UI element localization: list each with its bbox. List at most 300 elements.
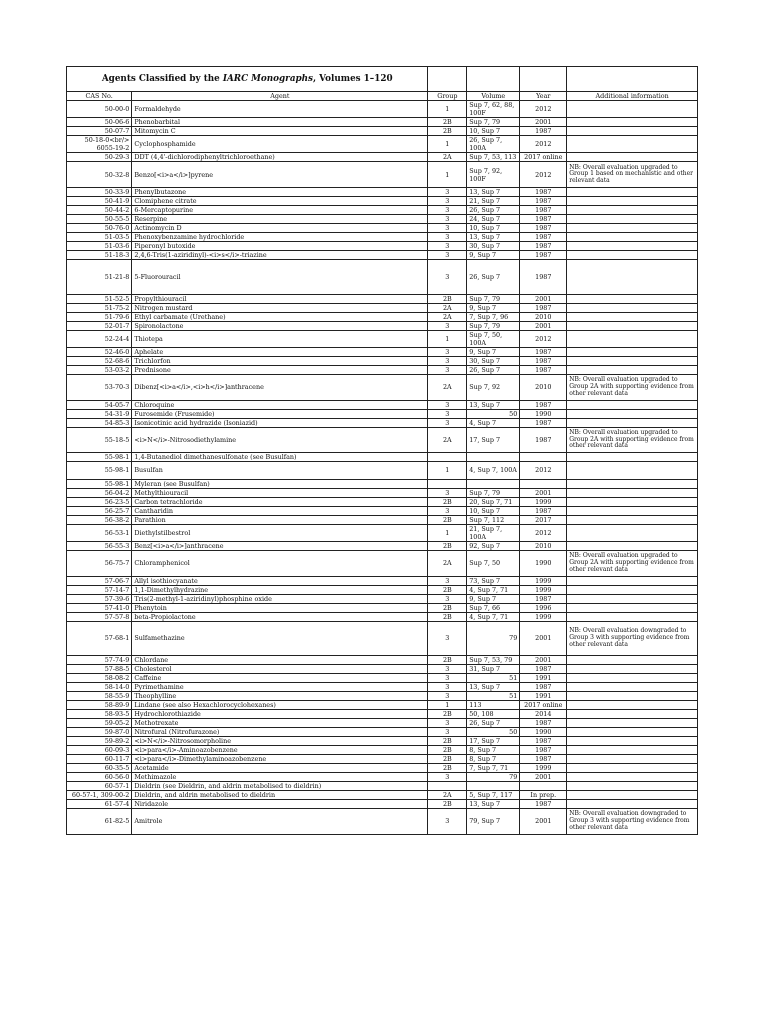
cell-volume: 79, Sup 7 [467, 808, 520, 834]
cell-cas: 59-89-2 [67, 736, 132, 745]
table-row [67, 356, 698, 365]
title-prefix: Agents Classified by the [101, 74, 223, 84]
table-row [67, 585, 698, 594]
cell-info: NB: Overall evaluation upgraded to Group 2A with supporting evidence from other relevant data [567, 427, 698, 453]
header-year: Year [520, 92, 567, 101]
cell-volume: 10, Sup 7 [467, 506, 520, 515]
cell-cas: 53-03-2 [67, 365, 132, 374]
cell-agent: Clomiphene citrate [132, 197, 428, 206]
cell-volume: 26, Sup 7, 100A [467, 136, 520, 153]
cell-agent: Methylthiouracil [132, 488, 428, 497]
cell-agent: beta-Propiolactone [132, 612, 428, 621]
cell-group: 2B [428, 515, 467, 524]
cell-agent: Furosemide (Frusemide) [132, 409, 428, 418]
cell-info [567, 418, 698, 427]
table-row [67, 321, 698, 330]
table-row [67, 224, 698, 233]
cell-year: 1987 [520, 303, 567, 312]
cell-year: 2012 [520, 330, 567, 347]
cell-year: 2001 [520, 321, 567, 330]
cell-agent: Reserpine [132, 215, 428, 224]
cell-volume: 13, Sup 7 [467, 233, 520, 242]
table-row [67, 673, 698, 682]
cell-group: 3 [428, 356, 467, 365]
cell-info [567, 488, 698, 497]
cell-group: 3 [428, 621, 467, 655]
table-row [67, 736, 698, 745]
cell-volume: 10, Sup 7 [467, 224, 520, 233]
cell-year: 1999 [520, 497, 567, 506]
cell-year: 1999 [520, 585, 567, 594]
table-row [67, 808, 698, 834]
cell-group: 3 [428, 233, 467, 242]
cell-agent: Benzo[<i>a</i>]pyrene [132, 162, 428, 188]
cell-info [567, 727, 698, 736]
cell-cas: 56-75-7 [67, 550, 132, 576]
cell-volume: Sup 7, 62, 88, 100F [467, 101, 520, 118]
cell-agent: Methotrexate [132, 718, 428, 727]
cell-cas: 54-31-9 [67, 409, 132, 418]
cell-volume: 50, 108 [467, 709, 520, 718]
cell-volume: Sup 7, 79 [467, 294, 520, 303]
cell-year: 1987 [520, 664, 567, 673]
cell-year: 2014 [520, 709, 567, 718]
table-row [67, 118, 698, 127]
table-row [67, 136, 698, 153]
cell-volume [467, 453, 520, 462]
cell-info [567, 541, 698, 550]
table-row [67, 251, 698, 260]
cell-cas: 61-82-5 [67, 808, 132, 834]
table-row [67, 612, 698, 621]
cell-info [567, 233, 698, 242]
cell-info: NB: Overall evaluation upgraded to Group 2A with supporting evidence from other relevant data [567, 374, 698, 400]
cell-agent: Cantharidin [132, 506, 428, 515]
cell-group: 2A [428, 374, 467, 400]
cell-agent: Actinomycin D [132, 224, 428, 233]
cell-info [567, 603, 698, 612]
table-row [67, 242, 698, 251]
cell-cas: 50-41-9 [67, 197, 132, 206]
cell-agent: Acetamide [132, 763, 428, 772]
cell-info: NB: Overall evaluation downgraded to Group 3 with supporting evidence from other relevant data [567, 621, 698, 655]
cell-info [567, 736, 698, 745]
cell-group: 3 [428, 576, 467, 585]
cell-info [567, 242, 698, 251]
cell-agent: <i>para</i>-Dimethylaminoazobenzene [132, 754, 428, 763]
cell-cas: 56-53-1 [67, 524, 132, 541]
cell-info [567, 718, 698, 727]
cell-info [567, 356, 698, 365]
title-row [67, 67, 698, 92]
table-row [67, 727, 698, 736]
cell-volume: 13, Sup 7 [467, 682, 520, 691]
table-row [67, 621, 698, 655]
cell-year: 1987 [520, 260, 567, 294]
cell-info [567, 188, 698, 197]
cell-volume: 92, Sup 7 [467, 541, 520, 550]
cell-year: 2017 online [520, 153, 567, 162]
cell-agent: 1,1-Dimethylhydrazine [132, 585, 428, 594]
cell-group: 3 [428, 260, 467, 294]
cell-info [567, 462, 698, 479]
cell-group: 2B [428, 799, 467, 808]
cell-volume: 4, Sup 7, 71 [467, 612, 520, 621]
cell-agent: Amitrole [132, 808, 428, 834]
table-row [67, 594, 698, 603]
cell-year: 2010 [520, 374, 567, 400]
cell-volume: 21, Sup 7 [467, 197, 520, 206]
cell-group: 3 [428, 365, 467, 374]
cell-cas: 57-06-7 [67, 576, 132, 585]
table-row [67, 347, 698, 356]
title-empty-cell [428, 67, 467, 92]
cell-volume: 8, Sup 7 [467, 745, 520, 754]
cell-agent: Thiotepa [132, 330, 428, 347]
cell-volume: 17, Sup 7 [467, 736, 520, 745]
table-row [67, 312, 698, 321]
cell-volume: 31, Sup 7 [467, 664, 520, 673]
cell-year: 2001 [520, 655, 567, 664]
cell-year: 1991 [520, 673, 567, 682]
cell-info [567, 664, 698, 673]
cell-agent: Myleran (see Busulfan) [132, 479, 428, 488]
cell-agent: Busulfan [132, 462, 428, 479]
cell-info [567, 312, 698, 321]
table-row [67, 718, 698, 727]
table-row [67, 682, 698, 691]
cell-cas: 50-06-6 [67, 118, 132, 127]
cell-volume: 50 [467, 409, 520, 418]
table-row [67, 700, 698, 709]
table-row [67, 664, 698, 673]
cell-volume: 73, Sup 7 [467, 576, 520, 585]
cell-volume: 9, Sup 7 [467, 303, 520, 312]
cell-volume: 17, Sup 7 [467, 427, 520, 453]
cell-cas: 50-29-3 [67, 153, 132, 162]
cell-group: 2A [428, 427, 467, 453]
table-row [67, 763, 698, 772]
cell-year: 1987 [520, 427, 567, 453]
cell-volume: 7, Sup 7, 96 [467, 312, 520, 321]
cell-info [567, 365, 698, 374]
cell-year: 2012 [520, 101, 567, 118]
table-row [67, 479, 698, 488]
table-row [67, 400, 698, 409]
cell-group: 1 [428, 101, 467, 118]
cell-year: 2012 [520, 136, 567, 153]
cell-cas: 57-68-1 [67, 621, 132, 655]
cell-year: 1987 [520, 224, 567, 233]
cell-group: 1 [428, 524, 467, 541]
cell-volume: Sup 7, 79 [467, 321, 520, 330]
cell-cas: 54-05-7 [67, 400, 132, 409]
agents-table [66, 66, 698, 835]
cell-group: 3 [428, 664, 467, 673]
cell-agent: Phenobarbital [132, 118, 428, 127]
cell-volume [467, 781, 520, 790]
cell-year: 1987 [520, 736, 567, 745]
cell-agent: 6-Mercaptopurine [132, 206, 428, 215]
cell-year: 1987 [520, 242, 567, 251]
cell-info [567, 691, 698, 700]
cell-info [567, 409, 698, 418]
cell-agent: Chloroquine [132, 400, 428, 409]
cell-cas: 55-98-1 [67, 462, 132, 479]
cell-year: 1987 [520, 682, 567, 691]
cell-year [520, 453, 567, 462]
cell-cas: 53-70-3 [67, 374, 132, 400]
cell-year: 2012 [520, 162, 567, 188]
table-row [67, 576, 698, 585]
cell-agent: Pyrimethamine [132, 682, 428, 691]
cell-group: 3 [428, 506, 467, 515]
cell-cas: 52-01-7 [67, 321, 132, 330]
cell-agent: <i>para</i>-Aminoazobenzene [132, 745, 428, 754]
table-row [67, 781, 698, 790]
cell-cas: 56-25-7 [67, 506, 132, 515]
cell-info: NB: Overall evaluation downgraded to Group 3 with supporting evidence from other relevant data [567, 808, 698, 834]
cell-cas: 50-07-7 [67, 127, 132, 136]
cell-cas: 51-03-6 [67, 242, 132, 251]
cell-group: 2A [428, 312, 467, 321]
table-row [67, 188, 698, 197]
cell-cas: 60-57-1 [67, 781, 132, 790]
cell-group: 1 [428, 462, 467, 479]
cell-year: 1987 [520, 718, 567, 727]
cell-agent: Chloramphenicol [132, 550, 428, 576]
cell-agent: Trichlorfon [132, 356, 428, 365]
cell-group: 2B [428, 745, 467, 754]
cell-group: 3 [428, 224, 467, 233]
cell-cas: 58-14-0 [67, 682, 132, 691]
cell-group: 2A [428, 550, 467, 576]
cell-cas: 55-18-5 [67, 427, 132, 453]
cell-agent: Benz[<i>a</i>]anthracene [132, 541, 428, 550]
cell-volume: 13, Sup 7 [467, 188, 520, 197]
cell-cas: 58-08-2 [67, 673, 132, 682]
cell-info [567, 294, 698, 303]
table-row [67, 127, 698, 136]
cell-volume: Sup 7, 92, 100F [467, 162, 520, 188]
cell-agent: Sulfamethazine [132, 621, 428, 655]
header-row [67, 92, 698, 101]
cell-info [567, 682, 698, 691]
cell-agent: Nitrofural (Nitrofurazone) [132, 727, 428, 736]
cell-cas: 57-88-5 [67, 664, 132, 673]
cell-info [567, 118, 698, 127]
cell-info [567, 453, 698, 462]
cell-year: 1987 [520, 745, 567, 754]
cell-agent: Phenylbutazone [132, 188, 428, 197]
cell-cas: 57-14-7 [67, 585, 132, 594]
cell-agent: 5-Fluorouracil [132, 260, 428, 294]
cell-year: 2001 [520, 294, 567, 303]
table-row [67, 162, 698, 188]
cell-volume: 4, Sup 7 [467, 418, 520, 427]
cell-volume: 26, Sup 7 [467, 365, 520, 374]
cell-cas: 51-52-5 [67, 294, 132, 303]
cell-agent: Phenoxybenzamine hydrochloride [132, 233, 428, 242]
cell-cas: 60-35-5 [67, 763, 132, 772]
cell-agent: Prednisone [132, 365, 428, 374]
cell-cas: 54-85-3 [67, 418, 132, 427]
cell-group: 3 [428, 409, 467, 418]
cell-cas: 60-57-1, 309-00-2 [67, 790, 132, 799]
cell-group: 3 [428, 321, 467, 330]
cell-volume: 9, Sup 7 [467, 347, 520, 356]
cell-group: 3 [428, 691, 467, 700]
table-row [67, 453, 698, 462]
cell-cas: 55-98-1 [67, 479, 132, 488]
cell-info [567, 206, 698, 215]
header-volume: Volume [467, 92, 520, 101]
table-row [67, 772, 698, 781]
cell-year: 1987 [520, 233, 567, 242]
cell-info [567, 127, 698, 136]
cell-info: NB: Overall evaluation upgraded to Group 2A with supporting evidence from other relevant data [567, 550, 698, 576]
cell-cas: 59-87-0 [67, 727, 132, 736]
cell-agent: Mitomycin C [132, 127, 428, 136]
table-row [67, 303, 698, 312]
header-cas: CAS No. [67, 92, 132, 101]
cell-group: 3 [428, 718, 467, 727]
cell-info [567, 153, 698, 162]
header-info: Additional information [567, 92, 698, 101]
cell-volume: 79 [467, 772, 520, 781]
header-agent: Agent [132, 92, 428, 101]
cell-group: 3 [428, 206, 467, 215]
cell-cas: 52-24-4 [67, 330, 132, 347]
cell-group: 1 [428, 162, 467, 188]
cell-agent: Methimazole [132, 772, 428, 781]
cell-volume: 9, Sup 7 [467, 594, 520, 603]
table-title [67, 67, 428, 92]
cell-info [567, 772, 698, 781]
cell-agent: Aphelate [132, 347, 428, 356]
cell-year: 1987 [520, 365, 567, 374]
cell-group: 2B [428, 603, 467, 612]
cell-year: 2017 online [520, 700, 567, 709]
cell-info [567, 754, 698, 763]
cell-year: 1987 [520, 754, 567, 763]
cell-group: 2B [428, 736, 467, 745]
cell-volume: Sup 7, 66 [467, 603, 520, 612]
cell-cas: 58-93-5 [67, 709, 132, 718]
cell-group: 3 [428, 251, 467, 260]
header-group: Group [428, 92, 467, 101]
cell-volume: 79 [467, 621, 520, 655]
table-row [67, 418, 698, 427]
cell-cas: 59-05-2 [67, 718, 132, 727]
cell-agent: <i>N</i>-Nitrosomorpholine [132, 736, 428, 745]
cell-volume [467, 479, 520, 488]
cell-volume: Sup 7, 79 [467, 118, 520, 127]
table-row [67, 462, 698, 479]
cell-volume: 9, Sup 7 [467, 251, 520, 260]
cell-agent: Allyl isothiocyanate [132, 576, 428, 585]
cell-info [567, 709, 698, 718]
cell-info [567, 673, 698, 682]
table-row [67, 709, 698, 718]
cell-agent: Cyclophosphamide [132, 136, 428, 153]
cell-year: 2001 [520, 808, 567, 834]
cell-cas: 56-23-5 [67, 497, 132, 506]
cell-year: 1987 [520, 506, 567, 515]
table-row [67, 515, 698, 524]
cell-volume: 113 [467, 700, 520, 709]
cell-agent: Theophylline [132, 691, 428, 700]
cell-info [567, 576, 698, 585]
cell-cas: 60-56-0 [67, 772, 132, 781]
cell-year: In prep. [520, 790, 567, 799]
cell-volume: 51 [467, 673, 520, 682]
table-row [67, 799, 698, 808]
cell-group: 3 [428, 673, 467, 682]
table-row [67, 754, 698, 763]
cell-group: 1 [428, 330, 467, 347]
table-row [67, 497, 698, 506]
cell-year: 1987 [520, 594, 567, 603]
cell-agent: Spironolactone [132, 321, 428, 330]
table-row [67, 374, 698, 400]
cell-year: 1987 [520, 799, 567, 808]
cell-year: 1999 [520, 576, 567, 585]
table-row [67, 330, 698, 347]
table-row [67, 409, 698, 418]
cell-cas: 50-33-9 [67, 188, 132, 197]
table-row [67, 691, 698, 700]
cell-volume: 4, Sup 7, 100A [467, 462, 520, 479]
cell-volume: 30, Sup 7 [467, 356, 520, 365]
cell-group: 1 [428, 136, 467, 153]
cell-info [567, 585, 698, 594]
cell-volume: 50 [467, 727, 520, 736]
cell-agent: DDT (4,4'-dichlorodiphenyltrichloroethane) [132, 153, 428, 162]
cell-agent: Formaldehyde [132, 101, 428, 118]
cell-volume: 51 [467, 691, 520, 700]
cell-info [567, 524, 698, 541]
cell-cas: 52-68-6 [67, 356, 132, 365]
cell-year: 1990 [520, 409, 567, 418]
cell-year [520, 781, 567, 790]
cell-group: 2B [428, 294, 467, 303]
cell-cas: 50-32-8 [67, 162, 132, 188]
table-row [67, 197, 698, 206]
table-row [67, 427, 698, 453]
cell-info [567, 763, 698, 772]
cell-volume: 20, Sup 7, 71 [467, 497, 520, 506]
cell-cas: 50-18-0<br/> 6055-19-2 [67, 136, 132, 153]
table-row [67, 541, 698, 550]
cell-year [520, 479, 567, 488]
cell-group: 3 [428, 215, 467, 224]
cell-year: 1987 [520, 215, 567, 224]
cell-year: 1990 [520, 550, 567, 576]
cell-group: 1 [428, 700, 467, 709]
cell-year: 1987 [520, 400, 567, 409]
cell-volume: 13, Sup 7 [467, 799, 520, 808]
cell-info [567, 215, 698, 224]
cell-cas: 51-18-3 [67, 251, 132, 260]
cell-volume: Sup 7, 112 [467, 515, 520, 524]
cell-info [567, 136, 698, 153]
table-row [67, 745, 698, 754]
cell-volume: Sup 7, 79 [467, 488, 520, 497]
cell-agent: Piperonyl butoxide [132, 242, 428, 251]
cell-info [567, 321, 698, 330]
cell-group: 3 [428, 197, 467, 206]
